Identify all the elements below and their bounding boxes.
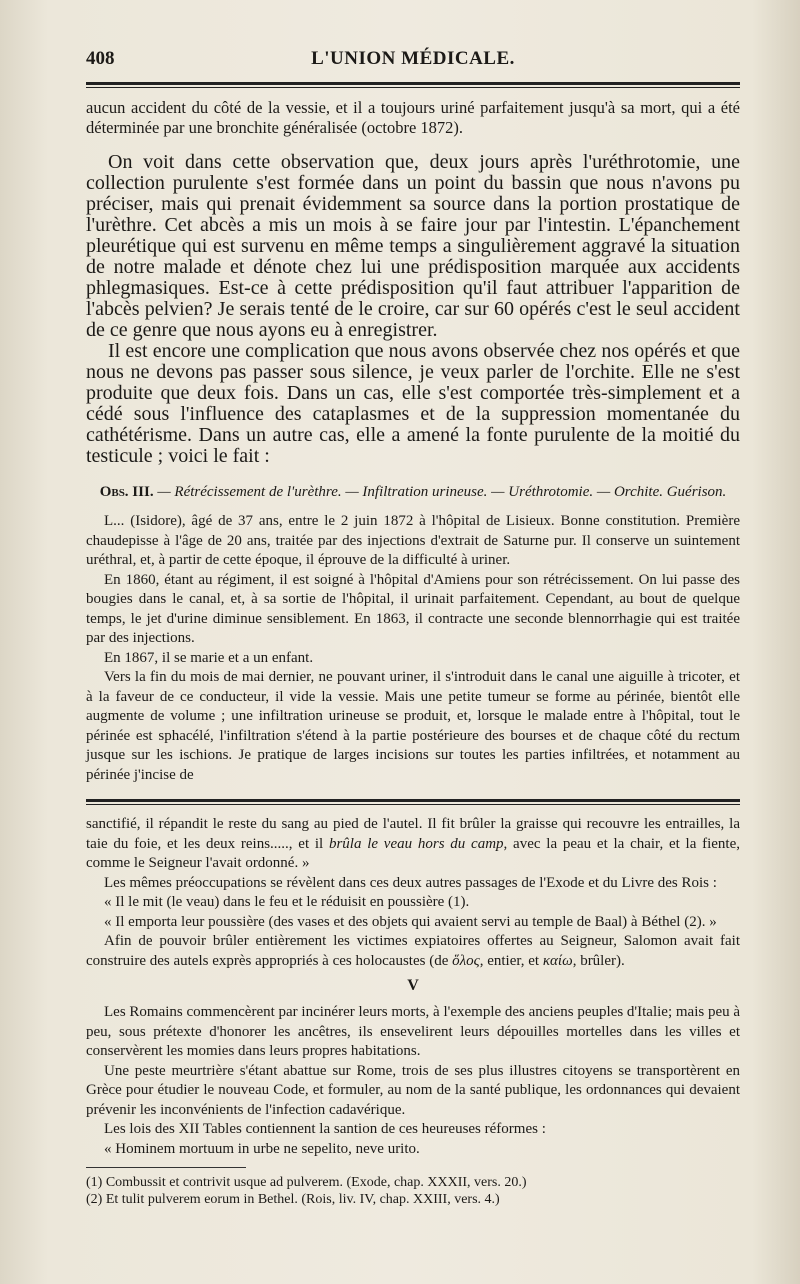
italic-run: brûla le veau hors du camp	[328, 835, 504, 852]
page-header	[86, 48, 740, 78]
paragraph: Les Romains commencèrent par incinérer leurs morts, à l'exemple des anciens peuples d'Italie; mais peu à peu, sous prétexte d'honorer les ancêtres, ils ensevelirent leurs dépouilles mortelles dans les villes et conservèrent les momies dans leurs propres habitations.	[86, 1004, 741, 1059]
text-run: , entier, et	[479, 952, 543, 969]
paragraph	[86, 815, 740, 874]
quote: « Il le mit (le veau) dans le feu et le réduisit en poussière (1).	[104, 894, 470, 910]
paragraph: Il est encore une complication que nous avons observée chez nos opérés et que nous ne devons pas passer sous silence, je veux parler de l'orchite. Elle ne s'est produite que deux fois. Dans un cas, elle s'est comportée très-simplement et a cédé sous l'influence des cataplasmes et de la suppression momentanée du cathétérisme. Dans un autre cas, elle a amené la fonte purulente de la moitié du testicule ; voici le fait :	[86, 340, 740, 467]
paragraph: Les lois des XII Tables contiennent la santion de ces heureuses réformes :	[104, 1121, 546, 1137]
footnote: (1) Combussit et contrivit usque ad pulverem. (Exode, chap. XXXII, vers. 20.)	[86, 1175, 527, 1190]
paragraph: Vers la fin du mois de mai dernier, ne pouvant uriner, il s'introduit dans le canal une aiguille à tricoter, et à la faveur de ce conducteur, il vide la vessie. Mais une petite tumeur se forme au périnée, bientôt elle augmente de volume ; une infiltration urineuse se produit, et, lorsque le malade entre à l'hôpital, tout le périnée est sphacélé, l'infiltration s'étend à la partie postérieure des bourses et de chaque côté du rectum jusque sur les ischions. Je pratique de larges incisions sur toutes les parties infiltrées, et notamment au périnée j'incise de	[86, 669, 740, 783]
paragraph: On voit dans cette observation que, deux jours après l'uréthrotomie, une collection purulente s'est formée dans un point du bassin que nous n'avons pu préciser, mais qui prenait évidemment sa source dans la portion prostatique de l'urèthre. Cet abcès a mis un mois à se faire jour par l'intestin. L'épanchement pleurétique qui est survenu en même temps a singulièrement aggravé la situation de notre malade et dénote chez lui une prédisposition marquée aux accidents phlegmasiques. Est-ce à cette prédisposition qu'il faut attribuer l'apparition de l'abcès pelvien? Je serais tenté de le croire, car sur 60 opérés c'est le seul accident de ce genre que nous ayons eu à enregistrer.	[86, 151, 740, 341]
observation-heading: — Rétrécissement de l'urèthre. — Infiltration urineuse. — Uréthrotomie. — Orchite. Guérison.	[157, 484, 727, 500]
text-run: sanctifié, il répandit le reste du sang au pied de l'autel. Il fit brûler la graisse qui recouvre les entrailles, la taie du foie, et les deux reins....., et il	[86, 816, 740, 852]
observation-title	[86, 483, 740, 502]
paragraph: En 1867, il se marie et a un enfant.	[104, 649, 314, 666]
journal-title: L'UNION MÉDICALE.	[311, 48, 515, 69]
observation-block	[86, 483, 740, 785]
paragraph: Une peste meurtrière s'étant abattue sur Rome, trois de ses plus illustres citoyens se transportèrent en Grèce pour étudier le nouveau Code, et formuler, au nom de la santé publique, les ordonnances qui devaient prévenir les inconvénients de l'infection cadavérique.	[86, 1062, 740, 1118]
paragraph: aucun accident du côté de la vessie, et il a toujours uriné parfaitement jusqu'à sa mort, qui a été déterminée par une bronchite généralisée (octobre 1872).	[86, 98, 740, 137]
text-run: , avec la peau et la chair, et la fiente, comme le Seigneur l'avait ordonné. »	[86, 835, 741, 871]
greek-word: καίω	[542, 952, 573, 969]
paragraph: L... (Isidore), âgé de 37 ans, entre le 2 juin 1872 à l'hôpital de Lisieux. Bonne constitution. Première chaudepisse à l'âge de 20 ans, traitée par des injections d'extrait de Saturne pur. Il conserve un suintement uréthral, et, à partir de cette époque, il éprouve de la difficulté à uriner.	[86, 513, 740, 568]
quote: « Hominem mortuum in urbe ne sepelito, neve urito.	[104, 1140, 420, 1157]
footnotes	[86, 1174, 740, 1208]
quote: « Il emporta leur poussière (des vases et des objets qui avaient servi au temple de Baal) à Béthel (2). »	[104, 913, 717, 930]
greek-word: ὅλος	[452, 952, 480, 969]
footnote-rule	[86, 1167, 246, 1168]
header-rule	[86, 82, 740, 88]
paragraph	[86, 932, 740, 971]
page-number: 408	[86, 48, 115, 69]
text-run: Afin de pouvoir brûler entièrement les victimes expiatoires offertes au Seigneur, Salomon avait fait construire des autels exprès appropriés à ces holocaustes (de	[86, 933, 740, 969]
text-run: , brûler).	[572, 952, 625, 969]
section-number: V	[407, 977, 419, 994]
upper-text	[86, 98, 740, 467]
section-rule	[86, 799, 740, 805]
footnote: (2) Et tulit pulverem eorum in Bethel. (Rois, liv. IV, chap. XXIII, vers. 4.)	[86, 1192, 500, 1207]
lower-text	[86, 815, 740, 1159]
paragraph: Les mêmes préoccupations se révèlent dans ces deux autres passages de l'Exode et du Livre des Rois :	[104, 874, 717, 891]
paragraph: En 1860, étant au régiment, il est soigné à l'hôpital d'Amiens pour son rétrécissement. On lui passe des bougies dans le canal, et, à sa sortie de l'hôpital, il urinait parfaitement. Cependant, au bout de quelque temps, le jet d'urine diminue sensiblement. En 1863, il contracte une seconde blennorrhagie qui est traitée par des injections.	[86, 571, 740, 646]
observation-number: Obs. III.	[99, 484, 154, 500]
